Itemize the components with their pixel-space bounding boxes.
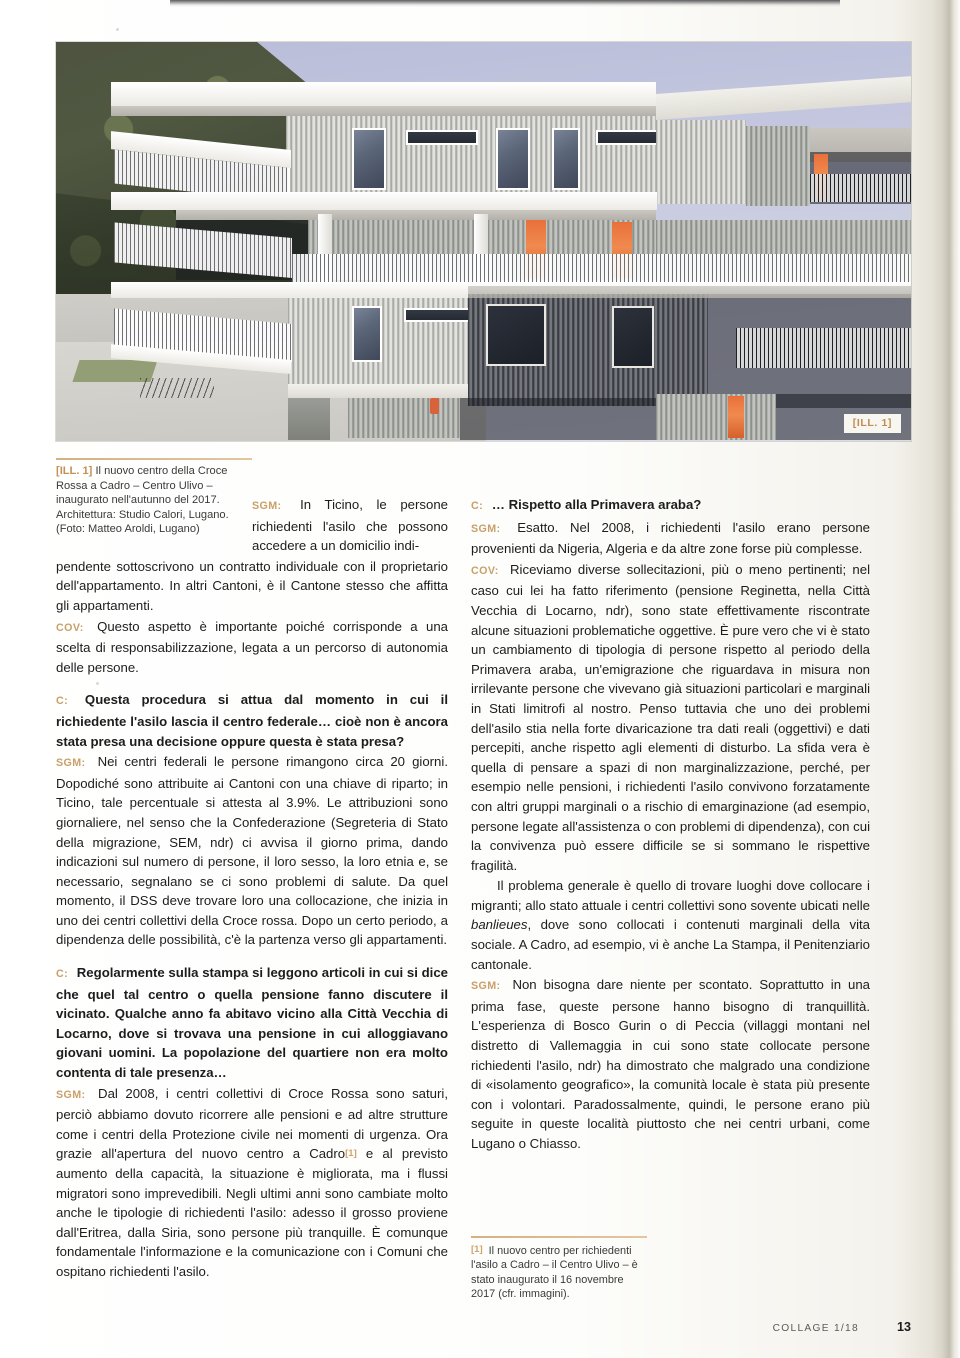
footer-source: COLLAGE 1/18	[772, 1323, 859, 1334]
speaker-label-sgm: SGM:	[56, 1088, 86, 1101]
loggia-soffit	[176, 210, 656, 220]
speaker-label-sgm: SGM:	[252, 500, 282, 512]
speaker-label-sgm: SGM:	[56, 757, 86, 770]
paragraph-sgm-1a	[252, 495, 448, 556]
footnote-block	[471, 1243, 647, 1302]
floor-slab-level2	[111, 192, 657, 210]
paragraph-question-2	[56, 963, 448, 1083]
facade-upper-corner	[656, 120, 746, 204]
window	[352, 128, 386, 190]
orange-door	[728, 396, 744, 438]
paragraph-text: Riceviamo diverse sollecitazioni, più o meno pertinenti; nel caso cui lei ha fatto riferimento (pensione Reginetta, nella Città Vecchia di Locarno, ndr), sono state effettivamente riscontrate alcune situazioni problematiche oggettive. È pure vero che vi è stato un cambiamento di tipologia di persone rispetto al periodo della Primavera araba, un'emigrazione che riguardava in misura non irrilevante persone che vivevano già situazioni particolari e marginali in Stati limitrofi al nostro. Penso tuttavia che uno dei problemi dell'asilo stia nella forte divaricazione tra dati reali (oggettivi) e dati percepiti, anche rispetto agli elementi di disturbo. La sfida vera è quella di pensare a spazi di non marginalizzazione, perché, per esempio nelle pensioni, i richiedenti l'asilo convivono forzatamente con altri gruppi marginali o a rischio di emarginazione (ad esempio, persone legate all'assistenza o con problemi di dipendenza), con cui la convivenza può essere difficile se si sommano le rispettive fragilità.	[471, 561, 870, 873]
caption-rule	[56, 458, 252, 460]
paragraph-sgm-5	[471, 975, 870, 1153]
window	[352, 306, 382, 362]
speaker-label-sgm: SGM:	[471, 522, 501, 535]
ground-slab	[288, 384, 468, 398]
paragraph-text: Nei centri federali le persone rimangono circa 20 giorni. Dopodiché sono attribuite ai Cantoni con una chiave di riparto; in Ticino, tale percentuale si attesta al 3.9%. Le attribuzioni sono giornaliere, nel senso che la Confederazione (Segreteria di Stato della migrazione, SEM, ndr) ci avvisa il giorno prima, dando indicazioni sul numero di persone, il loro sesso, la loro etnia e, se necessario, segnalano se ci sono problemi di salute. Da quel momento, il DSS deve trovare loro una collocazione, che inizia in uno dei centri collettivi della Croce rossa. Dopo un certo periodo, a dipendenza delle possibilità, c'è la partenza verso gli appartamenti.	[56, 754, 448, 948]
paragraph-sgm-3	[56, 1084, 448, 1282]
window	[486, 304, 546, 366]
paragraph-text: Questa procedura si attua dal momento in cui il richiedente l'asilo lascia il centro federale… cioè non è ancora stata presa una decisione oppure questa è stata presa?	[56, 692, 448, 749]
paragraph-text: e al previsto aumento della capacità, la situazione è migliorata, ma i flussi migratori sono imprevedibili. Negli ultimi anni sono cambiate molto anche le tipologie di richiedenti l'asilo: adesso il grosso proviene dall'Eritrea, dalla Siria, sono persone più tranquille. È comunque fondamentale l'informazione e la comunicazione con i Comuni che ospitano richiedenti l'asilo.	[56, 1146, 448, 1279]
paragraph-text: , dove sono collocati i contenuti marginali della vita sociale. A Cadro, ad esempio, vi è anche La Stampa, il Penitenziario cantonale.	[471, 917, 870, 972]
balcony-railing	[292, 254, 911, 284]
paragraph-text: Questo aspetto è importante poiché corrisponde a una scelta di responsabilizzazione, legata a un percorso di autonomia delle persone.	[56, 618, 448, 675]
dark-volume-soffit	[468, 286, 911, 298]
window	[552, 128, 580, 190]
balcony-railing	[810, 174, 911, 202]
right-text-column	[471, 495, 870, 1154]
caption-tag: [ILL. 1]	[56, 465, 93, 477]
illustration-photo	[56, 42, 911, 441]
facade-undercroft	[348, 398, 460, 438]
speaker-label-c: C:	[471, 500, 484, 512]
paragraph-sgm-1b	[56, 557, 448, 616]
window-slit	[404, 308, 474, 322]
speaker-label-cov: COV:	[471, 564, 499, 577]
window-slit	[406, 130, 478, 145]
illustration-badge: [ILL. 1]	[844, 414, 901, 433]
stair-volume	[288, 398, 330, 440]
window-slit	[596, 130, 660, 145]
facade-upper-right-door	[746, 126, 810, 206]
paragraph-sgm-2	[56, 752, 448, 950]
scan-top-edge	[170, 0, 840, 7]
footnote-reference-marker[interactable]: [1]	[345, 1148, 357, 1160]
paragraph-text: Esatto. Nel 2008, i richiedenti l'asilo erano persone provenienti da Nigeria, Algeria e da altre zone forse più complesse.	[471, 519, 870, 557]
page-footer	[0, 1318, 911, 1336]
speaker-label-cov: COV:	[56, 621, 84, 634]
paragraph-text: Il problema generale è quello di trovare luoghi dove collocare i migranti; allo stato attuale i centri collettivi sono sovente ubicati nelle	[471, 878, 870, 913]
footnote-marker: [1]	[471, 1244, 483, 1255]
paragraph-text: Regolarmente sulla stampa si leggono articoli in cui si dice che quel tal centro o quella pensione fanno discutere il vicinato. Qualche anno fa abitavo vicino alla Città Vecchia di Locarno, dove si trovava una pensione in cui alloggiavano giovani uomini. La popolazione del quartiere non era molto contenta di tale presenza…	[56, 965, 448, 1081]
speaker-label-sgm: SGM:	[471, 980, 501, 993]
undercroft-shadow	[460, 398, 656, 440]
paragraph-cov-3	[471, 876, 870, 974]
scan-right-edge	[932, 0, 960, 1358]
paragraph-question-3	[471, 495, 870, 517]
paragraph-text: … Rispetto alla Primavera araba?	[488, 497, 702, 512]
facade-upper-left	[286, 116, 656, 198]
balcony-railing	[736, 328, 911, 368]
paragraph-text: In Ticino, le persone richiedenti l'asilo che possono accedere a un domicilio indi-	[252, 497, 448, 554]
person-figure	[430, 398, 439, 414]
scan-speck	[116, 28, 119, 31]
paragraph-sgm-4	[471, 518, 870, 559]
caption-text: Il nuovo centro della Croce Rossa a Cadro – Centro Ulivo – inaugurato nell'autunno del 2017. Architettura: Studio Calori, Lugano. (Foto: Matteo Aroldi, Lugano)	[56, 465, 229, 536]
window	[612, 306, 654, 368]
speaker-label-c: C:	[56, 968, 69, 981]
speaker-label-c: C:	[56, 695, 69, 708]
paragraph-emphasis: banlieues	[471, 917, 528, 933]
paragraph-cov-1	[56, 617, 448, 678]
paragraph-question-1	[56, 690, 448, 751]
roof-slab-left	[111, 82, 656, 106]
paragraph-cov-2	[471, 560, 870, 876]
roof-soffit	[111, 106, 656, 116]
page-number: 13	[896, 1320, 911, 1334]
footnote-text: Il nuovo centro per richiedenti l'asilo a Cadro – il Centro Ulivo – è stato inaugurato il 16 novembre 2017 (cfr. immagini).	[471, 1245, 638, 1301]
paragraph-text: Dal 2008, i centri collettivi di Croce Rossa sono saturi, perciò abbiamo dovuto ricorrere alle pensioni e ad altre strutture come i centri della Protezione civile nei momenti di urgenza. Ora grazie all'apertura del nuovo centro a Cadro	[56, 1085, 448, 1162]
bicycle-rack	[140, 378, 214, 398]
facade-undercroft-right	[656, 394, 776, 440]
paragraph-text: Non bisogna dare niente per scontato. Soprattutto in una prima fase, queste persone hanno bisogno di tranquillità. L'esperienza di Bosco Gurin o di Peccia (villaggi montani nel distretto di Vallemaggia in cui sono state collocate persone richiedenti l'asilo, ndr) ha dimostrato che malgrado una condizione di «isolamento geografico», la comunità locale è stata più presente con i volontari. Paradossalmente, quindi, le persone erano più seguite in queste località piuttosto che nei centri urbani, come Lugano o Chiasso.	[471, 977, 870, 1151]
footnote-rule	[471, 1236, 647, 1238]
window	[496, 128, 530, 190]
left-text-column	[56, 495, 448, 1282]
paragraph-text: pendente sottoscrivono un contratto individuale con il proprietario dell'appartamento. In altri Cantoni, è il Cantone stesso che affitta gli appartamenti.	[56, 558, 448, 613]
